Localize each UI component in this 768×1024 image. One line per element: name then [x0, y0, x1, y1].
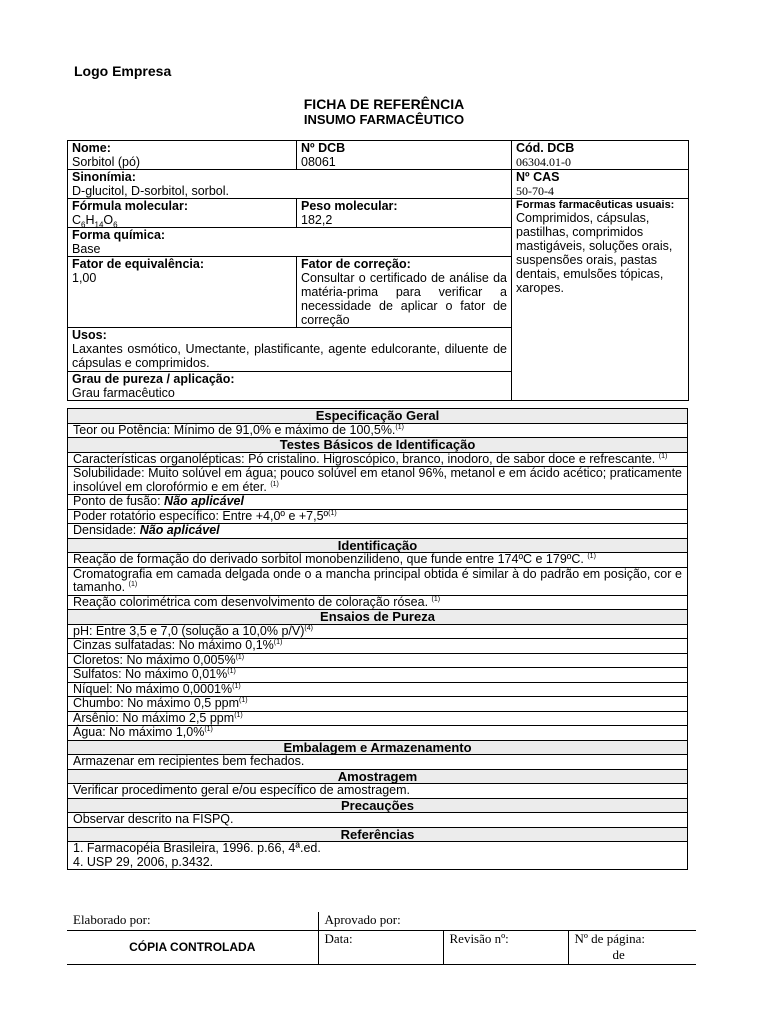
formas-label: Formas farmacêuticas usuais: [516, 199, 675, 211]
spec-chumbo: Chumbo: No máximo 0,5 ppm$^{(1)}$ [68, 697, 688, 712]
section-especificacao-geral: Especificação Geral [68, 409, 688, 424]
spec-ident-2: Cromatografia em camada delgada onde o a mancha principal obtida é similar à do padrão em posição, cor e tamanho. $^{(1)}$ [68, 567, 688, 595]
cod-dcb-label: Cód. DCB [516, 141, 575, 155]
aprovado-por: Aprovado por: [318, 912, 696, 930]
grau-value: Grau farmacêutico [72, 386, 175, 400]
cas-label: Nº CAS [516, 170, 560, 184]
spec-cinzas: Cinzas sulfatadas: No máximo 0,1%$^{(1)}$ [68, 639, 688, 654]
spec-densidade: Densidade: Não aplicável [68, 524, 688, 539]
usos-cell [68, 328, 512, 372]
spec-sulfatos: Sulfatos: No máximo 0,01%$^{(1)}$ [68, 668, 688, 683]
formas-cell [512, 199, 689, 401]
spec-precaucoes: Observar descrito na FISPQ. [68, 813, 688, 828]
approval-footer-table [67, 912, 696, 965]
peso-cell [297, 199, 512, 228]
grau-label: Grau de pureza / aplicação: [72, 372, 235, 386]
reference-item: 1. Farmacopéia Brasileira, 1996. p.66, 4ª.ed. [73, 841, 321, 855]
section-embalagem: Embalagem e Armazenamento [68, 740, 688, 755]
fator-corr-value: Consultar o certificado de análise da matéria-prima para verificar a necessidade de aplicar o fator de correção [301, 271, 507, 327]
formula-label: Fórmula molecular: [72, 199, 188, 213]
forma-quimica-label: Forma química: [72, 228, 166, 242]
spec-embalagem: Armazenar em recipientes bem fechados. [68, 755, 688, 770]
dcb-label: Nº DCB [301, 141, 346, 155]
spec-organolepticas: Características organolépticas: Pó cristalino. Higroscópico, branco, inodoro, de sabor doce e refrescante. $^{(1)}$ [68, 452, 688, 467]
formas-value: Comprimidos, cápsulas, pastilhas, comprimidos mastigáveis, soluções orais, suspensões orais, pastas dentais, emulsões tópicas, xaropes. [516, 211, 673, 295]
spec-ponto-fusao: Ponto de fusão: Não aplicável [68, 495, 688, 510]
company-logo-text: Logo Empresa [74, 63, 172, 79]
forma-quimica-value: Base [72, 242, 101, 256]
cas-value: 50-70-4 [516, 184, 554, 198]
revisao-field: Revisão nº: [443, 930, 568, 964]
specification-table [67, 408, 688, 870]
data-field: Data: [318, 930, 443, 964]
spec-solubilidade: Solubilidade: Muito solúvel em água; pouco solúvel em etanol 96%, metanol e em ácido acético; praticamente insolúvel em clorofórmio e em éter. $^{(1)}$ [68, 467, 688, 495]
grau-cell [68, 372, 512, 401]
sinonimia-label: Sinonímia: [72, 170, 136, 184]
forma-quimica-cell [68, 228, 512, 257]
document-subtitle: INSUMO FARMACÊUTICO [303, 112, 465, 127]
section-ensaios-pureza: Ensaios de Pureza [68, 610, 688, 625]
usos-label: Usos: [72, 328, 107, 342]
fator-eq-cell [68, 257, 297, 328]
spec-arsenio: Arsênio: No máximo 2,5 ppm$^{(1)}$ [68, 711, 688, 726]
spec-poder-rotatorio: Poder rotatório específico: Entre +4,0º e +7,5º$^{(1)}$ [68, 509, 688, 524]
nome-cell [68, 141, 297, 170]
cas-cell [512, 170, 689, 199]
cod-dcb-cell [512, 141, 689, 170]
copia-controlada: CÓPIA CONTROLADA [67, 930, 318, 964]
cod-dcb-value: 06304.01-0 [516, 155, 571, 169]
spec-referencias [68, 842, 688, 870]
spec-teor: Teor ou Potência: Mínimo de 91,0% e máximo de 100,5%.$^{(1)}$ [68, 423, 688, 438]
fator-corr-label: Fator de correção: [301, 257, 411, 271]
section-precaucoes: Precauções [68, 798, 688, 813]
section-testes-basicos: Testes Básicos de Identificação [68, 438, 688, 453]
sinonimia-value: D-glucitol, D-sorbitol, sorbol. [72, 184, 229, 198]
nome-value: Sorbitol (pó) [72, 155, 141, 169]
formula-cell [68, 199, 297, 228]
pagina-field: Nº de página: de [568, 930, 696, 964]
formula-value: $C_6H_{14}O_6$ [72, 213, 118, 230]
elaborado-por: Elaborado por: [67, 912, 318, 930]
section-identificacao: Identificação [68, 538, 688, 553]
identification-table [67, 140, 689, 401]
fator-corr-cell [297, 257, 512, 328]
spec-ident-3: Reação colorimétrica com desenvolvimento de coloração rósea. $^{(1)}$ [68, 595, 688, 610]
spec-agua: Água: No máximo 1,0%$^{(1)}$ [68, 726, 688, 741]
dcb-cell [297, 141, 512, 170]
nome-label: Nome: [72, 141, 111, 155]
fator-eq-label: Fator de equivalência: [72, 257, 204, 271]
sinonimia-cell [68, 170, 512, 199]
spec-ph: pH: Entre 3,5 e 7,0 (solução a 10,0% p/V)$^{(4)}$ [68, 624, 688, 639]
section-referencias: Referências [68, 827, 688, 842]
spec-ident-1: Reação de formação do derivado sorbitol monobenzilideno, que funde entre 174ºC e 179ºC. $^{(1)}$ [68, 553, 688, 568]
reference-item: 4. USP 29, 2006, p.3432. [73, 854, 214, 869]
peso-value: 182,2 [301, 213, 333, 227]
spec-cloretos: Cloretos: No máximo 0,005%$^{(1)}$ [68, 653, 688, 668]
document-title: FICHA DE REFERÊNCIA [303, 96, 465, 112]
peso-label: Peso molecular: [301, 199, 398, 213]
spec-niquel: Níquel: No máximo 0,0001%$^{(1)}$ [68, 682, 688, 697]
dcb-value: 08061 [301, 155, 336, 169]
usos-value: Laxantes osmótico, Umectante, plastificante, agente edulcorante, diluente de cápsulas e comprimidos. [72, 342, 507, 370]
spec-amostragem: Verificar procedimento geral e/ou específico de amostragem. [68, 784, 688, 799]
fator-eq-value: 1,00 [72, 271, 97, 285]
section-amostragem: Amostragem [68, 769, 688, 784]
